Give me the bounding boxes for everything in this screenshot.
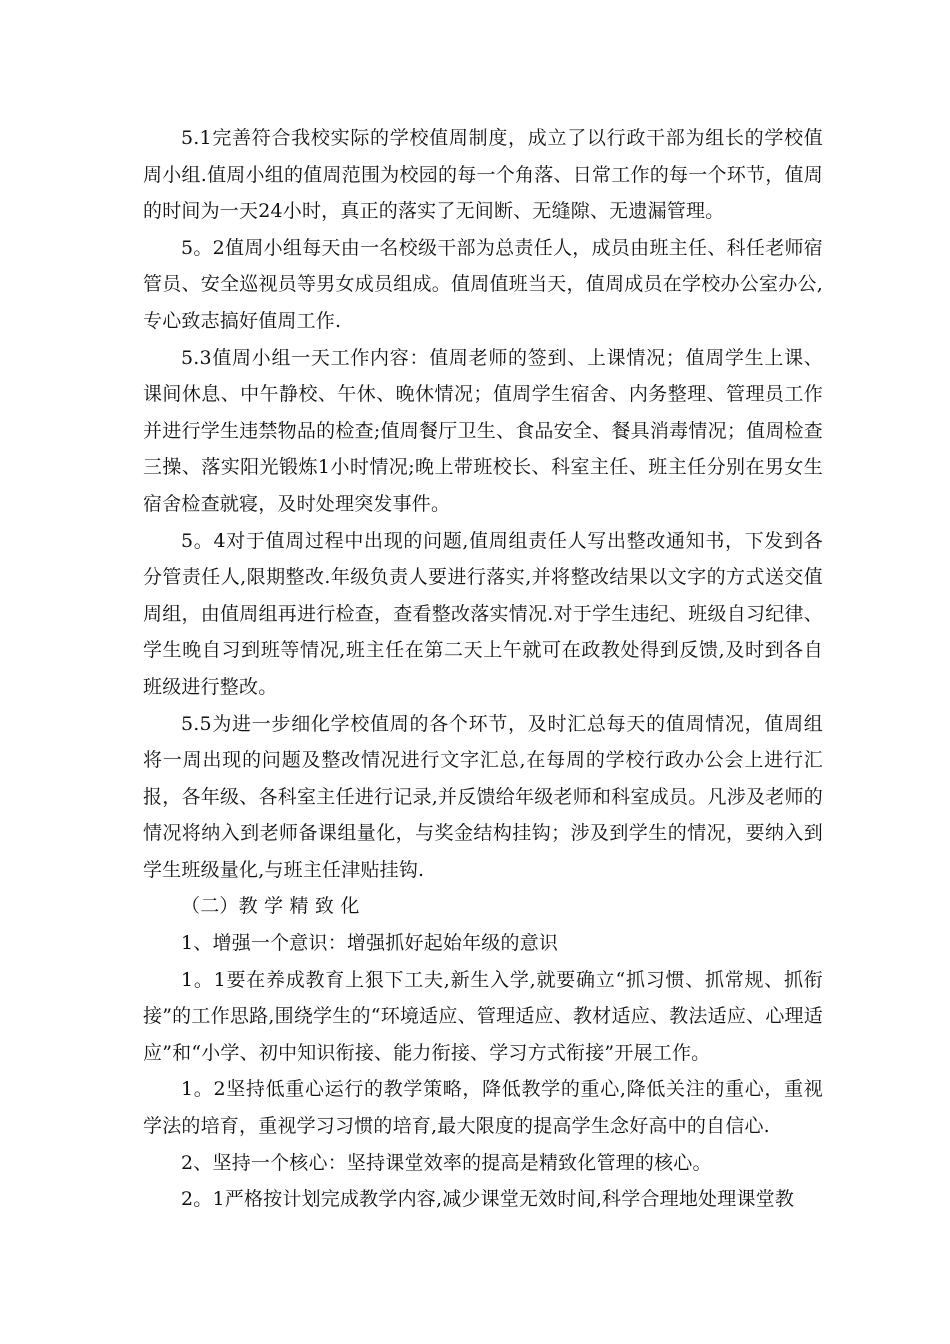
paragraph-5-3: 5.3值周小组一天工作内容：值周老师的签到、上课情况；值周学生上课、课间休息、中午静校、午休、晚休情况；值周学生宿舍、内务整理、管理员工作并进行学生违禁物品的检查;值周餐厅卫生、食品安全、餐具消毒情况；值周检查三操、落实阳光锻炼1小时情况;晚上带班校长、科室主任、班主任分别在男女生宿舍检查就寝，及时处理突发事件。 bbox=[143, 346, 823, 515]
subheading-2: 2、坚持一个核心：坚持课堂效率的提高是精致化管理的核心。 bbox=[181, 1151, 712, 1174]
document-body bbox=[143, 120, 823, 1218]
subheading-1: 1、增强一个意识：增强抓好起始年级的意识 bbox=[181, 932, 559, 955]
paragraph-1-2: 1。2坚持低重心运行的教学策略，降低教学的重心,降低关注的重心，重视学法的培育，重视学习习惯的培育,最大限度的提高学生念好高中的自信心. bbox=[143, 1078, 823, 1138]
section-heading-teaching: （二）教 学 精 致 化 bbox=[181, 895, 360, 918]
paragraph-2-1: 2。1严格按计划完成教学内容,减少课堂无效时间,科学合理地处理课堂教 bbox=[181, 1188, 795, 1211]
paragraph-5-4: 5。4对于值周过程中出现的问题,值周组责任人写出整改通知书，下发到各分管责任人,限期整改.年级负责人要进行落实,并将整改结果以文字的方式送交值周组，由值周组再进行检查，查看整改落实情况.对于学生违纪、班级自习纪律、学生晚自习到班等情况,班主任在第二天上午就可在政教处得到反馈,及时到各自班级进行整改。 bbox=[143, 529, 823, 698]
paragraph-5-5: 5.5为进一步细化学校值周的各个环节，及时汇总每天的值周情况，值周组将一周出现的问题及整改情况进行文字汇总,在每周的学校行政办公会上进行汇报，各年级、各科室主任进行记录,并反馈给年级老师和科室成员。凡涉及老师的情况将纳入到老师备课组量化，与奖金结构挂钩；涉及到学生的情况，要纳入到学生班级量化,与班主任津贴挂钩. bbox=[143, 712, 823, 881]
paragraph-5-1: 5.1完善符合我校实际的学校值周制度，成立了以行政干部为组长的学校值周小组.值周小组的值周范围为校园的每一个角落、日常工作的每一个环节，值周的时间为一天24小时，真正的落实了无间断、无缝隙、无遗漏管理。 bbox=[143, 127, 823, 223]
paragraph-5-2: 5。2值周小组每天由一名校级干部为总责任人，成员由班主任、科任老师宿管员、安全巡视员等男女成员组成。值周值班当天，值周成员在学校办公室办公,专心致志搞好值周工作. bbox=[143, 236, 823, 332]
paragraph-1-1: 1。1要在养成教育上狠下工夫,新生入学,就要确立“抓习惯、抓常规、抓衔接”的工作思路,围绕学生的“环境适应、管理适应、教材适应、教法适应、心理适应”和“小学、初中知识衔接、能力衔接、学习方式衔接”开展工作。 bbox=[143, 968, 823, 1064]
